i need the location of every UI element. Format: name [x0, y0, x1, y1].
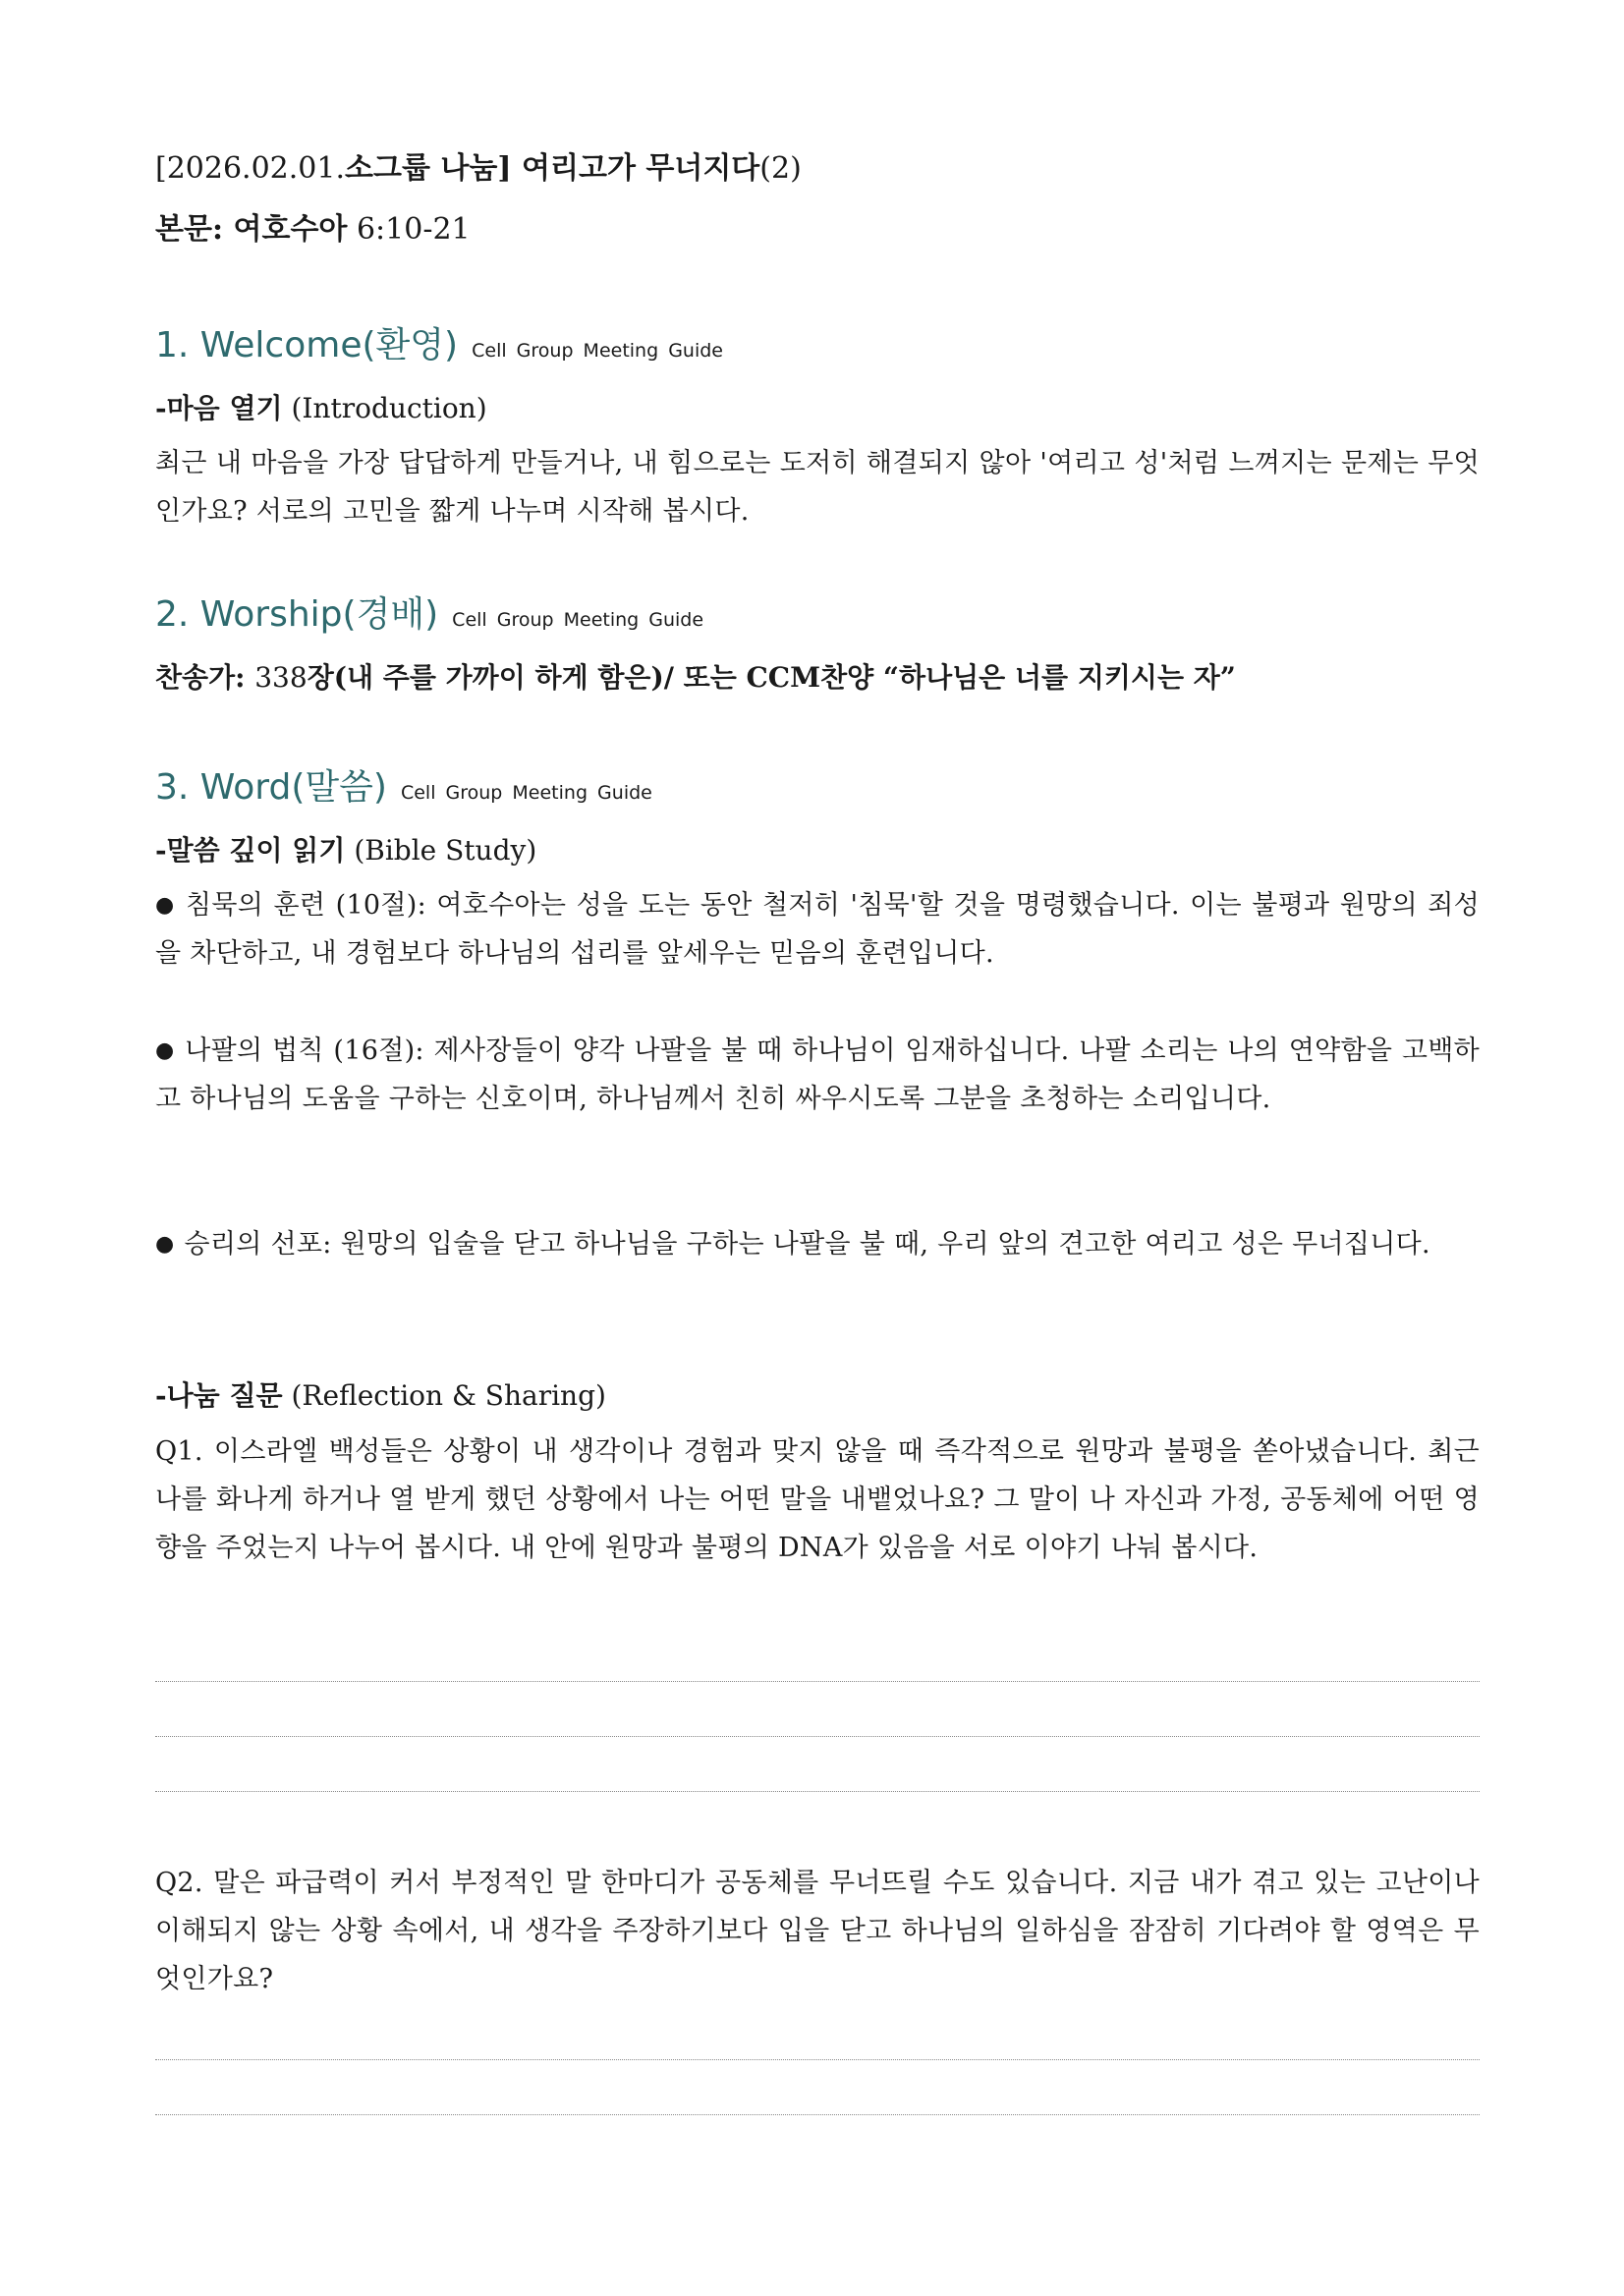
- hymn-line: [155, 658, 1480, 698]
- word-subheading: [155, 831, 1480, 870]
- word-sub-ko: -말씀 깊이 읽기: [155, 834, 346, 867]
- word-heading-text: 3. Word(말씀): [155, 767, 387, 808]
- document-title: [155, 149, 1480, 189]
- welcome-body: 최근 내 마음을 가장 답답하게 만들거나, 내 힘으로는 도저히 해결되지 않아 '여리고 성'처럼 느껴지는 문제는 무엇인가요? 서로의 고민을 짧게 나누며 시작해 봅시다.: [155, 448, 1480, 527]
- question-2: Q2. 말은 파급력이 커서 부정적인 말 한마디가 공동체를 무너뜨릴 수도 있습니다. 지금 내가 겪고 있는 고난이나 이해되지 않는 상황 속에서, 내 생각을 주장하기보다 입을 닫고 하나님의 일하심을 잠잠히 기다려야 할 영역은 무엇인가요?: [155, 1868, 1480, 1994]
- scripture-verses: 6:10-21: [356, 212, 471, 247]
- answer-line[interactable]: [155, 1681, 1480, 1682]
- worship-guide-label: Cell Group Meeting Guide: [452, 609, 704, 631]
- welcome-sub-en: (Introduction): [291, 392, 487, 424]
- hymn-number: 338: [254, 661, 308, 694]
- worship-heading-text: 2. Worship(경배): [155, 594, 439, 635]
- hymn-label: 찬송가:: [155, 661, 246, 694]
- welcome-subheading: [155, 389, 1480, 428]
- answer-line[interactable]: [155, 2059, 1480, 2060]
- answer-line[interactable]: [155, 1736, 1480, 1737]
- question-1: Q1. 이스라엘 백성들은 상황이 내 생각이나 경험과 맞지 않을 때 즉각적으로 원망과 불평을 쏟아냈습니다. 최근 나를 화나게 하거나 열 받게 했던 상황에서 나는 어떤 말을 내뱉었나요? 그 말이 나 자신과 가정, 공동체에 어떤 영향을 주었는지 나누어 봅시다. 내 안에 원망과 불평의 DNA가 있음을 서로 이야기 나눠 봅시다.: [155, 1436, 1480, 1563]
- title-prefix: [2026.02.01.: [155, 151, 346, 186]
- title-suffix: (2): [759, 151, 802, 186]
- answer-line[interactable]: [155, 1791, 1480, 1792]
- sharing-sub-en: (Reflection & Sharing): [291, 1379, 606, 1412]
- title-main: 소그룹 나눔] 여리고가 무너지다: [345, 151, 760, 186]
- welcome-sub-ko: -마음 열기: [155, 392, 283, 424]
- bullet-item: [155, 1027, 1480, 1123]
- section-word-heading: [155, 766, 1480, 814]
- answer-line[interactable]: [155, 2114, 1480, 2115]
- scripture-label: 본문: 여호수아: [155, 212, 348, 247]
- hymn-title: 장(내 주를 가까이 하게 함은)/ 또는 CCM찬양 “하나님은 너를 지키시는 자”: [307, 661, 1236, 694]
- bullet-text: 나팔의 법칙 (16절): 제사장들이 양각 나팔을 불 때 하나님이 임재하십니다. 나팔 소리는 나의 연약함을 고백하고 하나님의 도움을 구하는 신호이며, 하나님께서 친히 싸우시도록 그분을 초청하는 소리입니다.: [155, 1036, 1480, 1114]
- bullet-item: [155, 1220, 1480, 1268]
- word-sub-en: (Bible Study): [354, 834, 537, 867]
- bullet-item: [155, 881, 1480, 978]
- word-guide-label: Cell Group Meeting Guide: [400, 782, 652, 804]
- welcome-guide-label: Cell Group Meeting Guide: [472, 340, 723, 362]
- bullet-dot-icon: ●: [155, 893, 176, 918]
- sharing-sub-ko: -나눔 질문: [155, 1379, 283, 1412]
- bullet-dot-icon: ●: [155, 1038, 176, 1063]
- bullet-text: 침묵의 훈련 (10절): 여호수아는 성을 도는 동안 철저히 '침묵'할 것을 명령했습니다. 이는 불평과 원망의 죄성을 차단하고, 내 경험보다 하나님의 섭리를 앞세우는 믿음의 훈련입니다.: [155, 890, 1480, 969]
- scripture-reference: [155, 210, 1480, 250]
- bullet-text: 승리의 선포: 원망의 입술을 닫고 하나님을 구하는 나팔을 불 때, 우리 앞의 견고한 여리고 성은 무너집니다.: [184, 1229, 1430, 1260]
- section-worship-heading: [155, 593, 1480, 642]
- bullet-dot-icon: ●: [155, 1232, 175, 1257]
- section-welcome-heading: [155, 324, 1480, 372]
- sharing-subheading: [155, 1376, 1480, 1416]
- welcome-heading-text: 1. Welcome(환영): [155, 325, 459, 365]
